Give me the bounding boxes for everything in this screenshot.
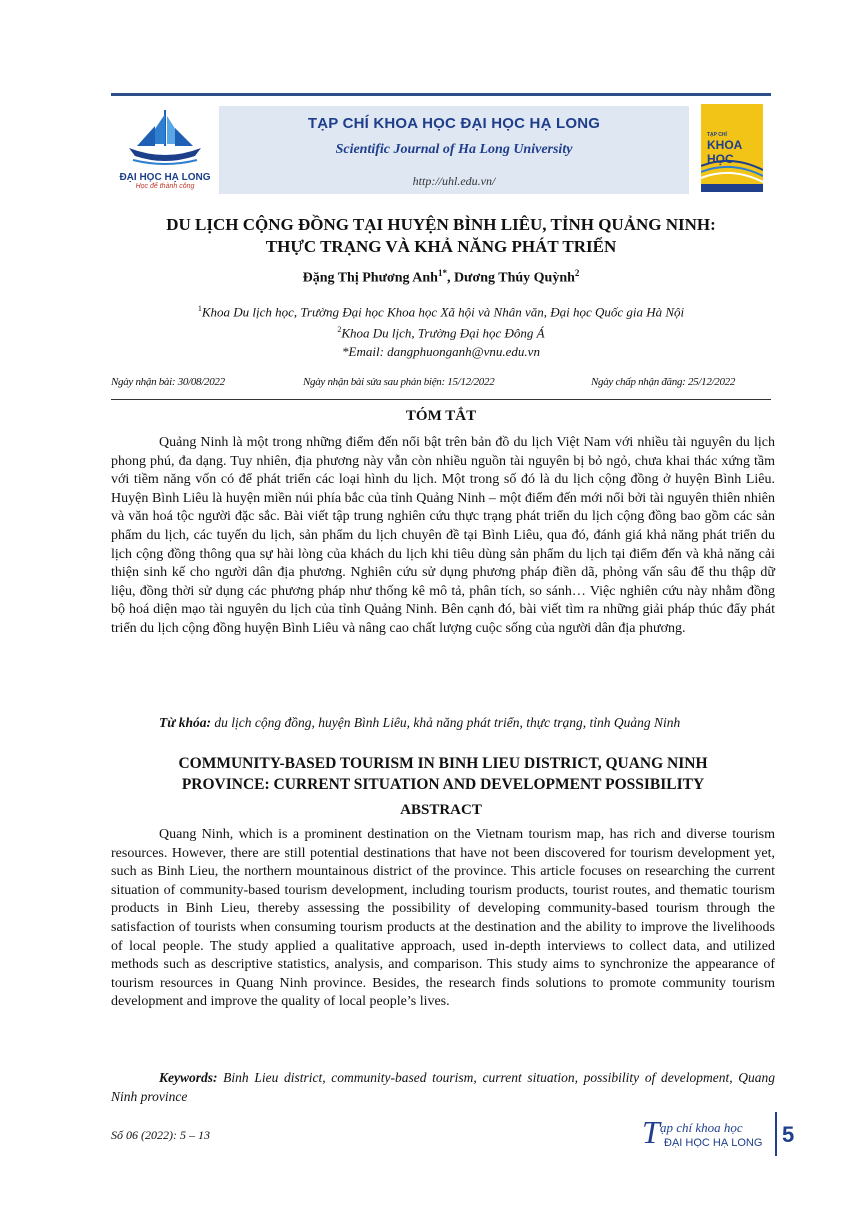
keywords-en <box>111 1068 775 1106</box>
keywords-en-list: Binh Lieu district, community-based tourism, current situation, possibility of development, Quang Ninh province <box>111 1070 776 1104</box>
footer-logo-initial: T <box>642 1114 660 1150</box>
date-accepted: Ngày chấp nhận đăng: 25/12/2022 <box>591 376 736 388</box>
date-received: Ngày nhận bài: 30/08/2022 <box>111 376 225 388</box>
journal-url-link[interactable]: http://uhl.edu.vn/ <box>412 174 496 188</box>
university-logo <box>115 106 215 192</box>
journal-header <box>111 100 771 196</box>
journal-cover-thumbnail <box>701 104 763 192</box>
affiliations <box>111 300 771 343</box>
author-name: Đặng Thị Phương Anh <box>302 270 438 286</box>
journal-title: TẠP CHÍ KHOA HỌC ĐẠI HỌC HẠ LONG <box>307 115 601 132</box>
author-list <box>111 268 771 287</box>
article-title <box>111 214 771 258</box>
header-top-rule <box>111 93 771 96</box>
footer-logo-line1: ạp chí khoa học <box>660 1120 743 1135</box>
abstract-en-heading: ABSTRACT <box>400 802 482 818</box>
abstract-vi-paragraph: Quảng Ninh là một trong những điểm đến nổi bật trên bản đồ du lịch Việt Nam với nhiều tài nguyên du lịch phong phú, đa dạng. Tuy nhiên, địa phương này vẫn còn nhiều nguồn tài nguyên bị bỏ ngỏ, chưa khai thác xứng tầm với tiềm năng vốn có để phát triển các loại hình du lịch. Một trong số đó là du lịch cộng đồng ở huyện Bình Liêu. Huyện Bình Liêu là huyện miền núi phía bắc của tỉnh Quảng Ninh – một điểm đến mới nổi bởi tài nguyên thiên nhiên và văn hoá tộc người đặc sắc. Bài viết tập trung nghiên cứu thực trạng phát triển du lịch cộng đồng bao gồm các sản phẩm du lịch, các tuyến du lịch, sản phẩm du lịch chuyên đề tại Bình Liêu, qua đó, đánh giá khả năng phát triển du lịch cộng đồng thông qua sự hài lòng của khách du lịch khi tiêu dùng sản phẩm du lịch tại điểm đến và khả năng cải thiện sinh kế cho người dân địa phương. Nghiên cứu sử dụng phương pháp điền dã, phỏng vấn sâu để thu thập dữ liệu, đồng thời sử dụng các phương pháp như thống kê mô tả, phân tích, so sánh… Việc nghiên cứu này nhằm đồng bộ hoá diện mạo tài nguyên du lịch của tỉnh Quảng Ninh. Bên cạnh đó, bài viết tìm ra những giải pháp thúc đẩy phát triển du lịch cộng đồng huyện Bình Liêu và nâng cao chất lượng cuộc sống của người dân địa phương. <box>111 435 775 636</box>
affiliation-2: Khoa Du lịch, Trường Đại học Đông Á <box>341 325 545 341</box>
footer-logo-line2: ĐẠI HỌC HẠ LONG <box>664 1137 763 1149</box>
affiliation-marker: 2 <box>337 325 342 335</box>
keywords-vi-list: du lịch cộng đồng, huyện Bình Liêu, khả năng phát triển, thực trạng, tỉnh Quảng Ninh <box>214 715 681 730</box>
affiliation-marker: 1 <box>197 304 202 313</box>
keywords-vi-label: Từ khóa: <box>159 715 211 730</box>
keywords-vi <box>111 713 775 732</box>
page-number: 5 <box>782 1122 795 1147</box>
abstract-vi-body <box>111 434 775 639</box>
article-title-line1: DU LỊCH CỘNG ĐỒNG TẠI HUYỆN BÌNH LIÊU, TỈNH QUẢNG NINH: <box>166 215 716 234</box>
submission-dates <box>111 376 771 392</box>
english-title-line2: PROVINCE: CURRENT SITUATION AND DEVELOPMENT POSSIBILITY <box>181 776 705 793</box>
author-marker: 1* <box>437 268 447 278</box>
ship-logo-icon <box>115 106 215 170</box>
logo-slogan: Học để thành công <box>135 183 195 190</box>
footer-divider <box>775 1112 777 1156</box>
english-title <box>111 753 775 795</box>
abstract-en-body <box>111 826 775 1012</box>
abstract-vi-heading: TÓM TẮT <box>405 408 477 424</box>
keywords-en-label: Keywords: <box>159 1070 218 1085</box>
issue-info: Số 06 (2022): 5 – 13 <box>111 1128 210 1142</box>
date-revised: Ngày nhận bài sửa sau phản biện: 15/12/2022 <box>303 376 495 388</box>
cover-label-big: KHOA HỌC <box>707 138 742 166</box>
divider <box>111 399 771 400</box>
affiliation-1: Khoa Du lịch học, Trường Đại học Khoa học Xã hội và Nhân văn, Đại học Quốc gia Hà Nội <box>201 304 685 320</box>
cover-label-small: TẠP CHÍ <box>707 132 727 138</box>
footer-journal-logo <box>642 1114 770 1154</box>
author-name: Dương Thúy Quỳnh <box>453 270 575 286</box>
author-marker: 2 <box>574 268 580 278</box>
corresponding-email: *Email: dangphuonganh@vnu.edu.vn <box>342 344 540 359</box>
logo-university-name: ĐẠI HỌC HẠ LONG <box>119 172 211 183</box>
article-title-line2: THỰC TRẠNG VÀ KHẢ NĂNG PHÁT TRIỂN <box>265 237 617 256</box>
english-title-line1: COMMUNITY-BASED TOURISM IN BINH LIEU DISTRICT, QUANG NINH <box>178 755 708 772</box>
abstract-en-paragraph: Quang Ninh, which is a prominent destination on the Vietnam tourism map, has rich and diverse tourism resources. However, there are still potential destinations that have not been discovered for tourism development yet, such as Binh Lieu, the northern mountainous district of the province. This article focuses on researching the current situation of community-based tourism development, including tourism products, tourist routes, and thematic tourism products in Binh Lieu, thereby assessing the possibility of developing community-based tourism through the satisfaction of tourists when consuming tourism products at the destination and the ability to improve the livelihoods of local people. The study applied a qualitative approach, used in-depth interviews to collect data, and utilized methods such as descriptive statistics, analysis, and comparison. This study aims to synchronize the appearance of tourism resources in Quang Ninh province. Besides, the research finds solutions to promote community tourism development and improve the quality of local people’s lives. <box>111 827 775 1010</box>
journal-banner <box>219 106 689 194</box>
journal-subtitle: Scientific Journal of Ha Long University <box>335 142 573 157</box>
author-separator: , <box>446 270 454 286</box>
